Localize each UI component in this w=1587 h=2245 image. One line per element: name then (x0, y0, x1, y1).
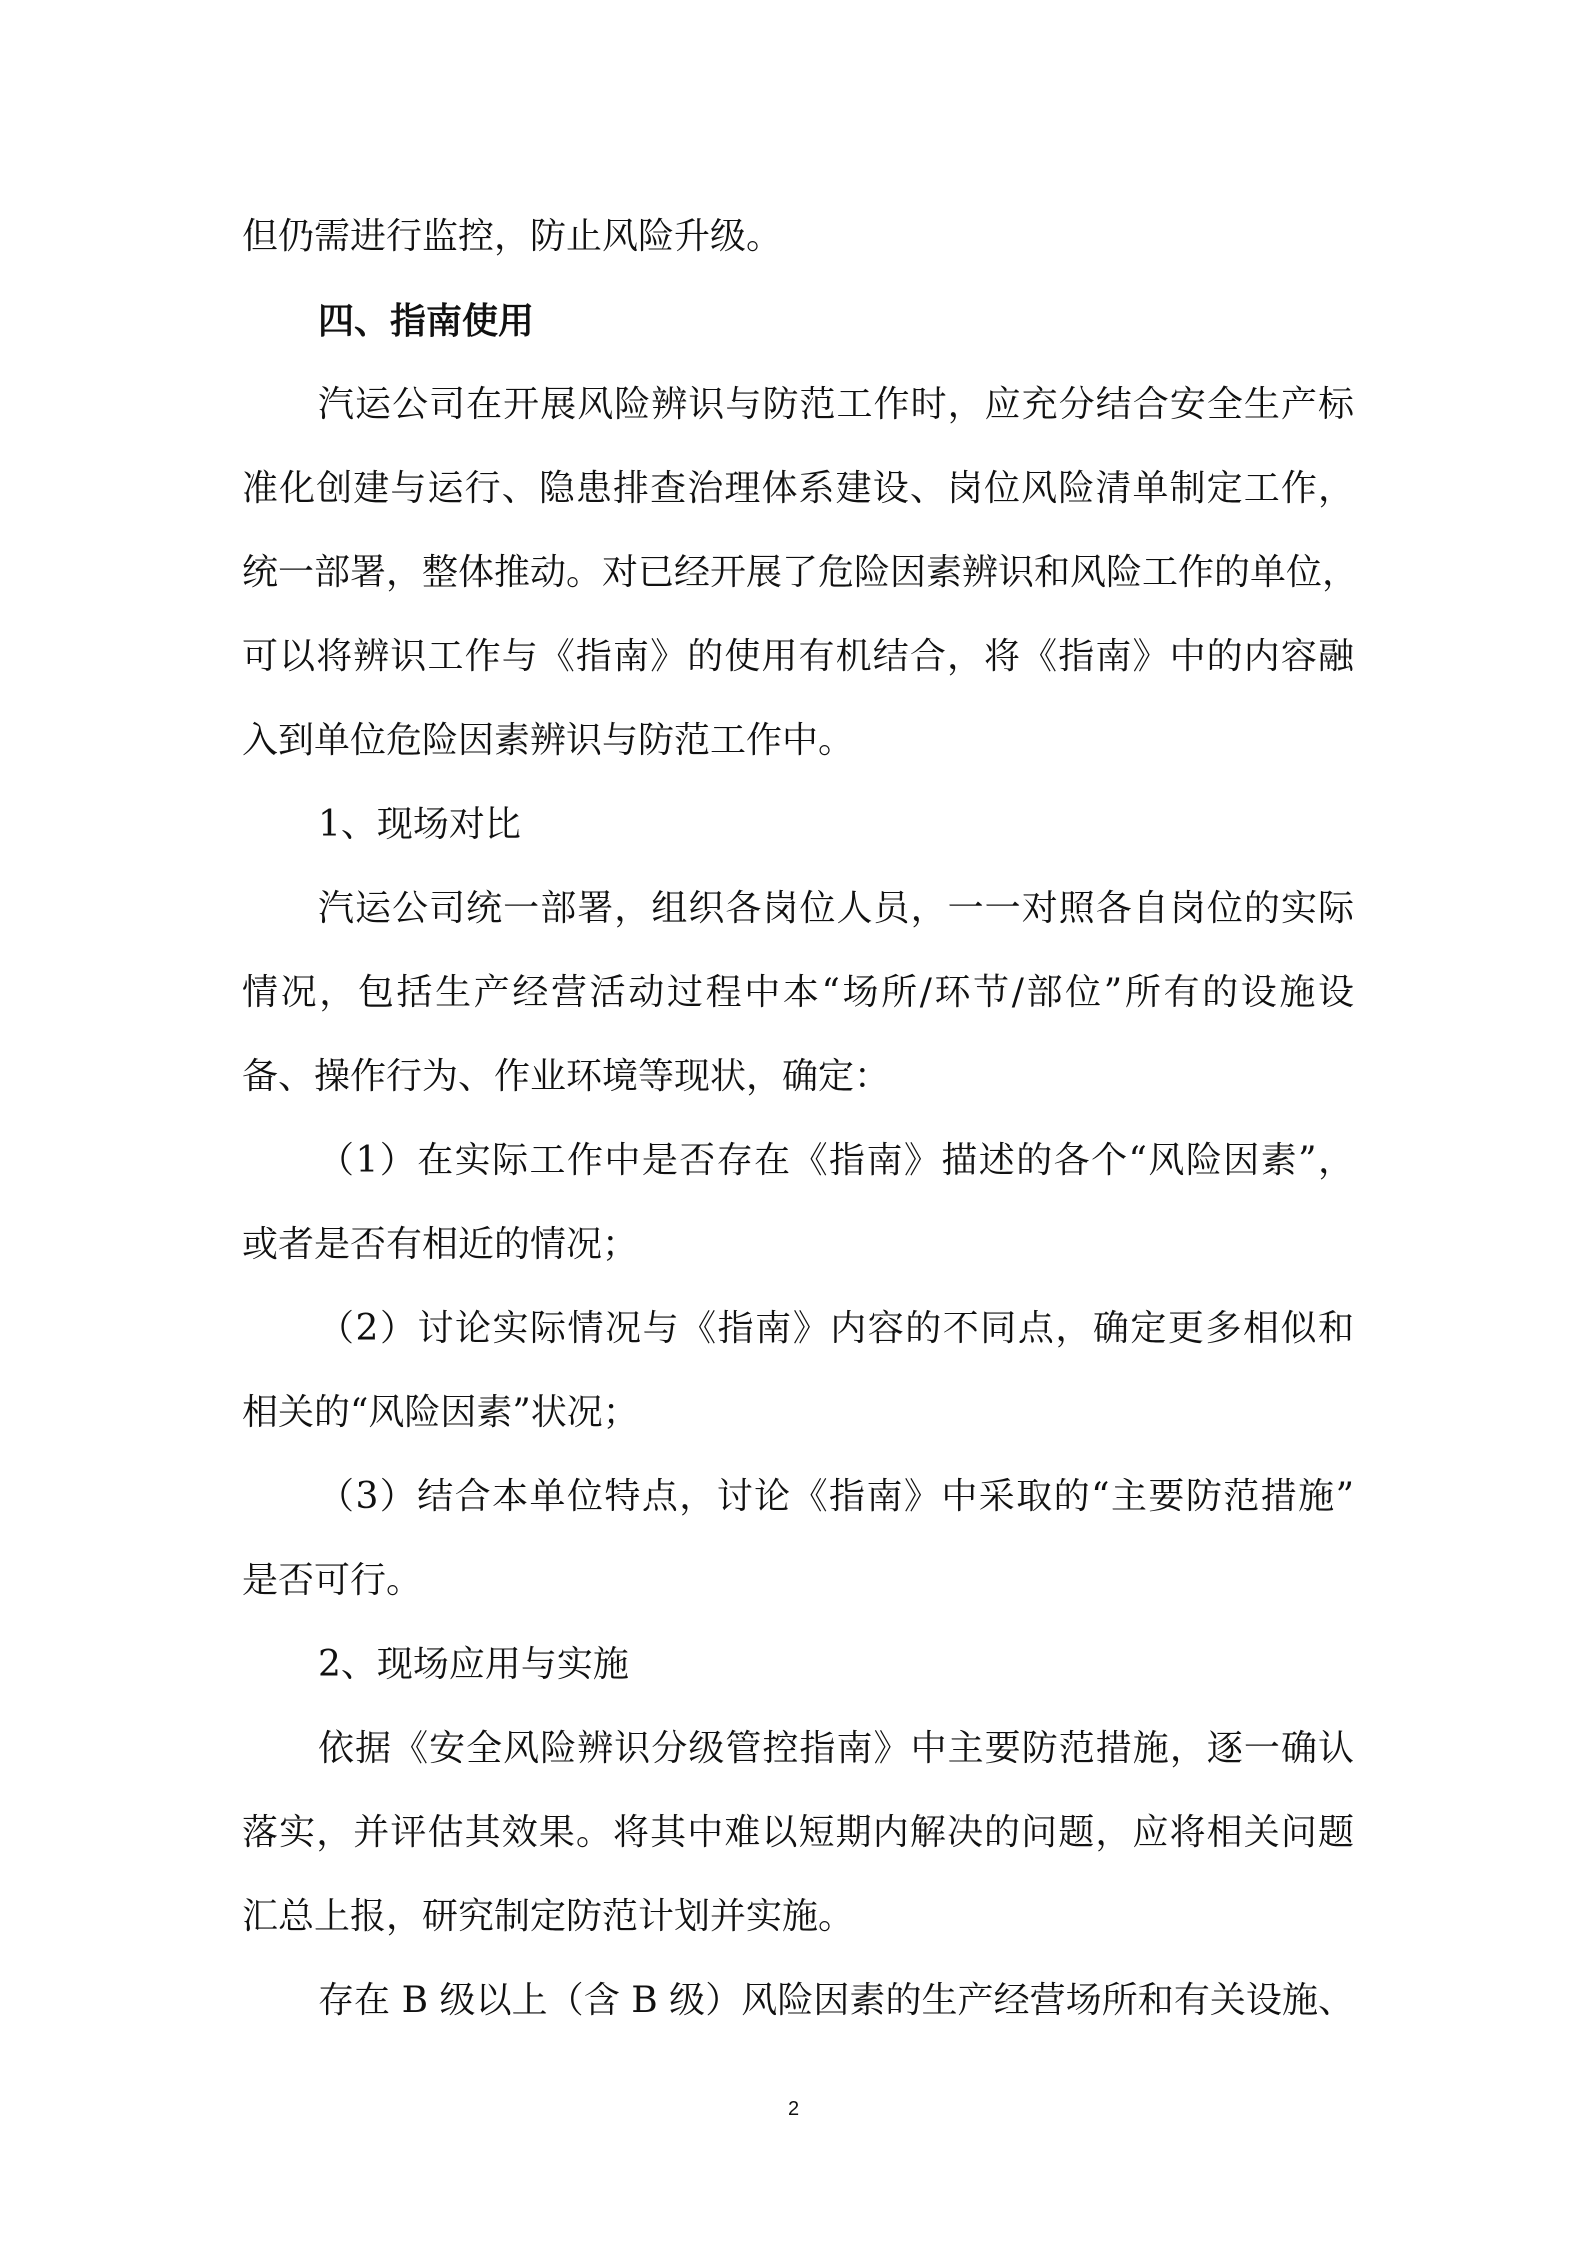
subheading-site-comparison: 1、现场对比 (318, 804, 521, 845)
paragraph-line: 准化创建与运行、隐患排查治理体系建设、岗位风险清单制定工作， (242, 468, 1354, 509)
paragraph-line: 存在 B 级以上（含 B 级）风险因素的生产经营场所和有关设施、 (318, 1980, 1354, 2021)
list-item-1-continuation: 或者是否有相近的情况； (242, 1224, 639, 1265)
text-line-continuation: 但仍需进行监控，防止风险升级。 (242, 216, 783, 257)
list-item-3: （3）结合本单位特点，讨论《指南》中采取的“主要防范措施” (318, 1476, 1354, 1517)
list-item-3-continuation: 是否可行。 (242, 1560, 423, 1601)
list-item-2-continuation: 相关的“风险因素”状况； (242, 1392, 639, 1433)
list-item-1: （1）在实际工作中是否存在《指南》描述的各个“风险因素”， (318, 1140, 1354, 1181)
section-heading-guide-usage: 四、指南使用 (318, 300, 535, 342)
paragraph-line: 落实，并评估其效果。将其中难以短期内解决的问题，应将相关问题 (242, 1812, 1354, 1853)
paragraph-line: 汽运公司统一部署，组织各岗位人员，一一对照各自岗位的实际 (318, 888, 1354, 929)
paragraph-line: 依据《安全风险辨识分级管控指南》中主要防范措施，逐一确认 (318, 1728, 1354, 1769)
paragraph-line: 入到单位危险因素辨识与防范工作中。 (242, 720, 855, 761)
subheading-site-application: 2、现场应用与实施 (318, 1644, 629, 1685)
paragraph-line: 统一部署，整体推动。对已经开展了危险因素辨识和风险工作的单位， (242, 552, 1359, 593)
paragraph-line: 备、操作行为、作业环境等现状，确定： (242, 1056, 891, 1097)
list-item-2: （2）讨论实际情况与《指南》内容的不同点，确定更多相似和 (318, 1308, 1354, 1349)
paragraph-line: 情况，包括生产经营活动过程中本“场所/环节/部位”所有的设施设 (242, 972, 1354, 1013)
document-body (242, 195, 1359, 2043)
page-number: 2 (787, 2098, 800, 2120)
paragraph-line: 汽运公司在开展风险辨识与防范工作时，应充分结合安全生产标 (318, 384, 1354, 425)
paragraph-line: 可以将辨识工作与《指南》的使用有机结合，将《指南》中的内容融 (242, 636, 1354, 677)
paragraph-line: 汇总上报，研究制定防范计划并实施。 (242, 1896, 855, 1937)
